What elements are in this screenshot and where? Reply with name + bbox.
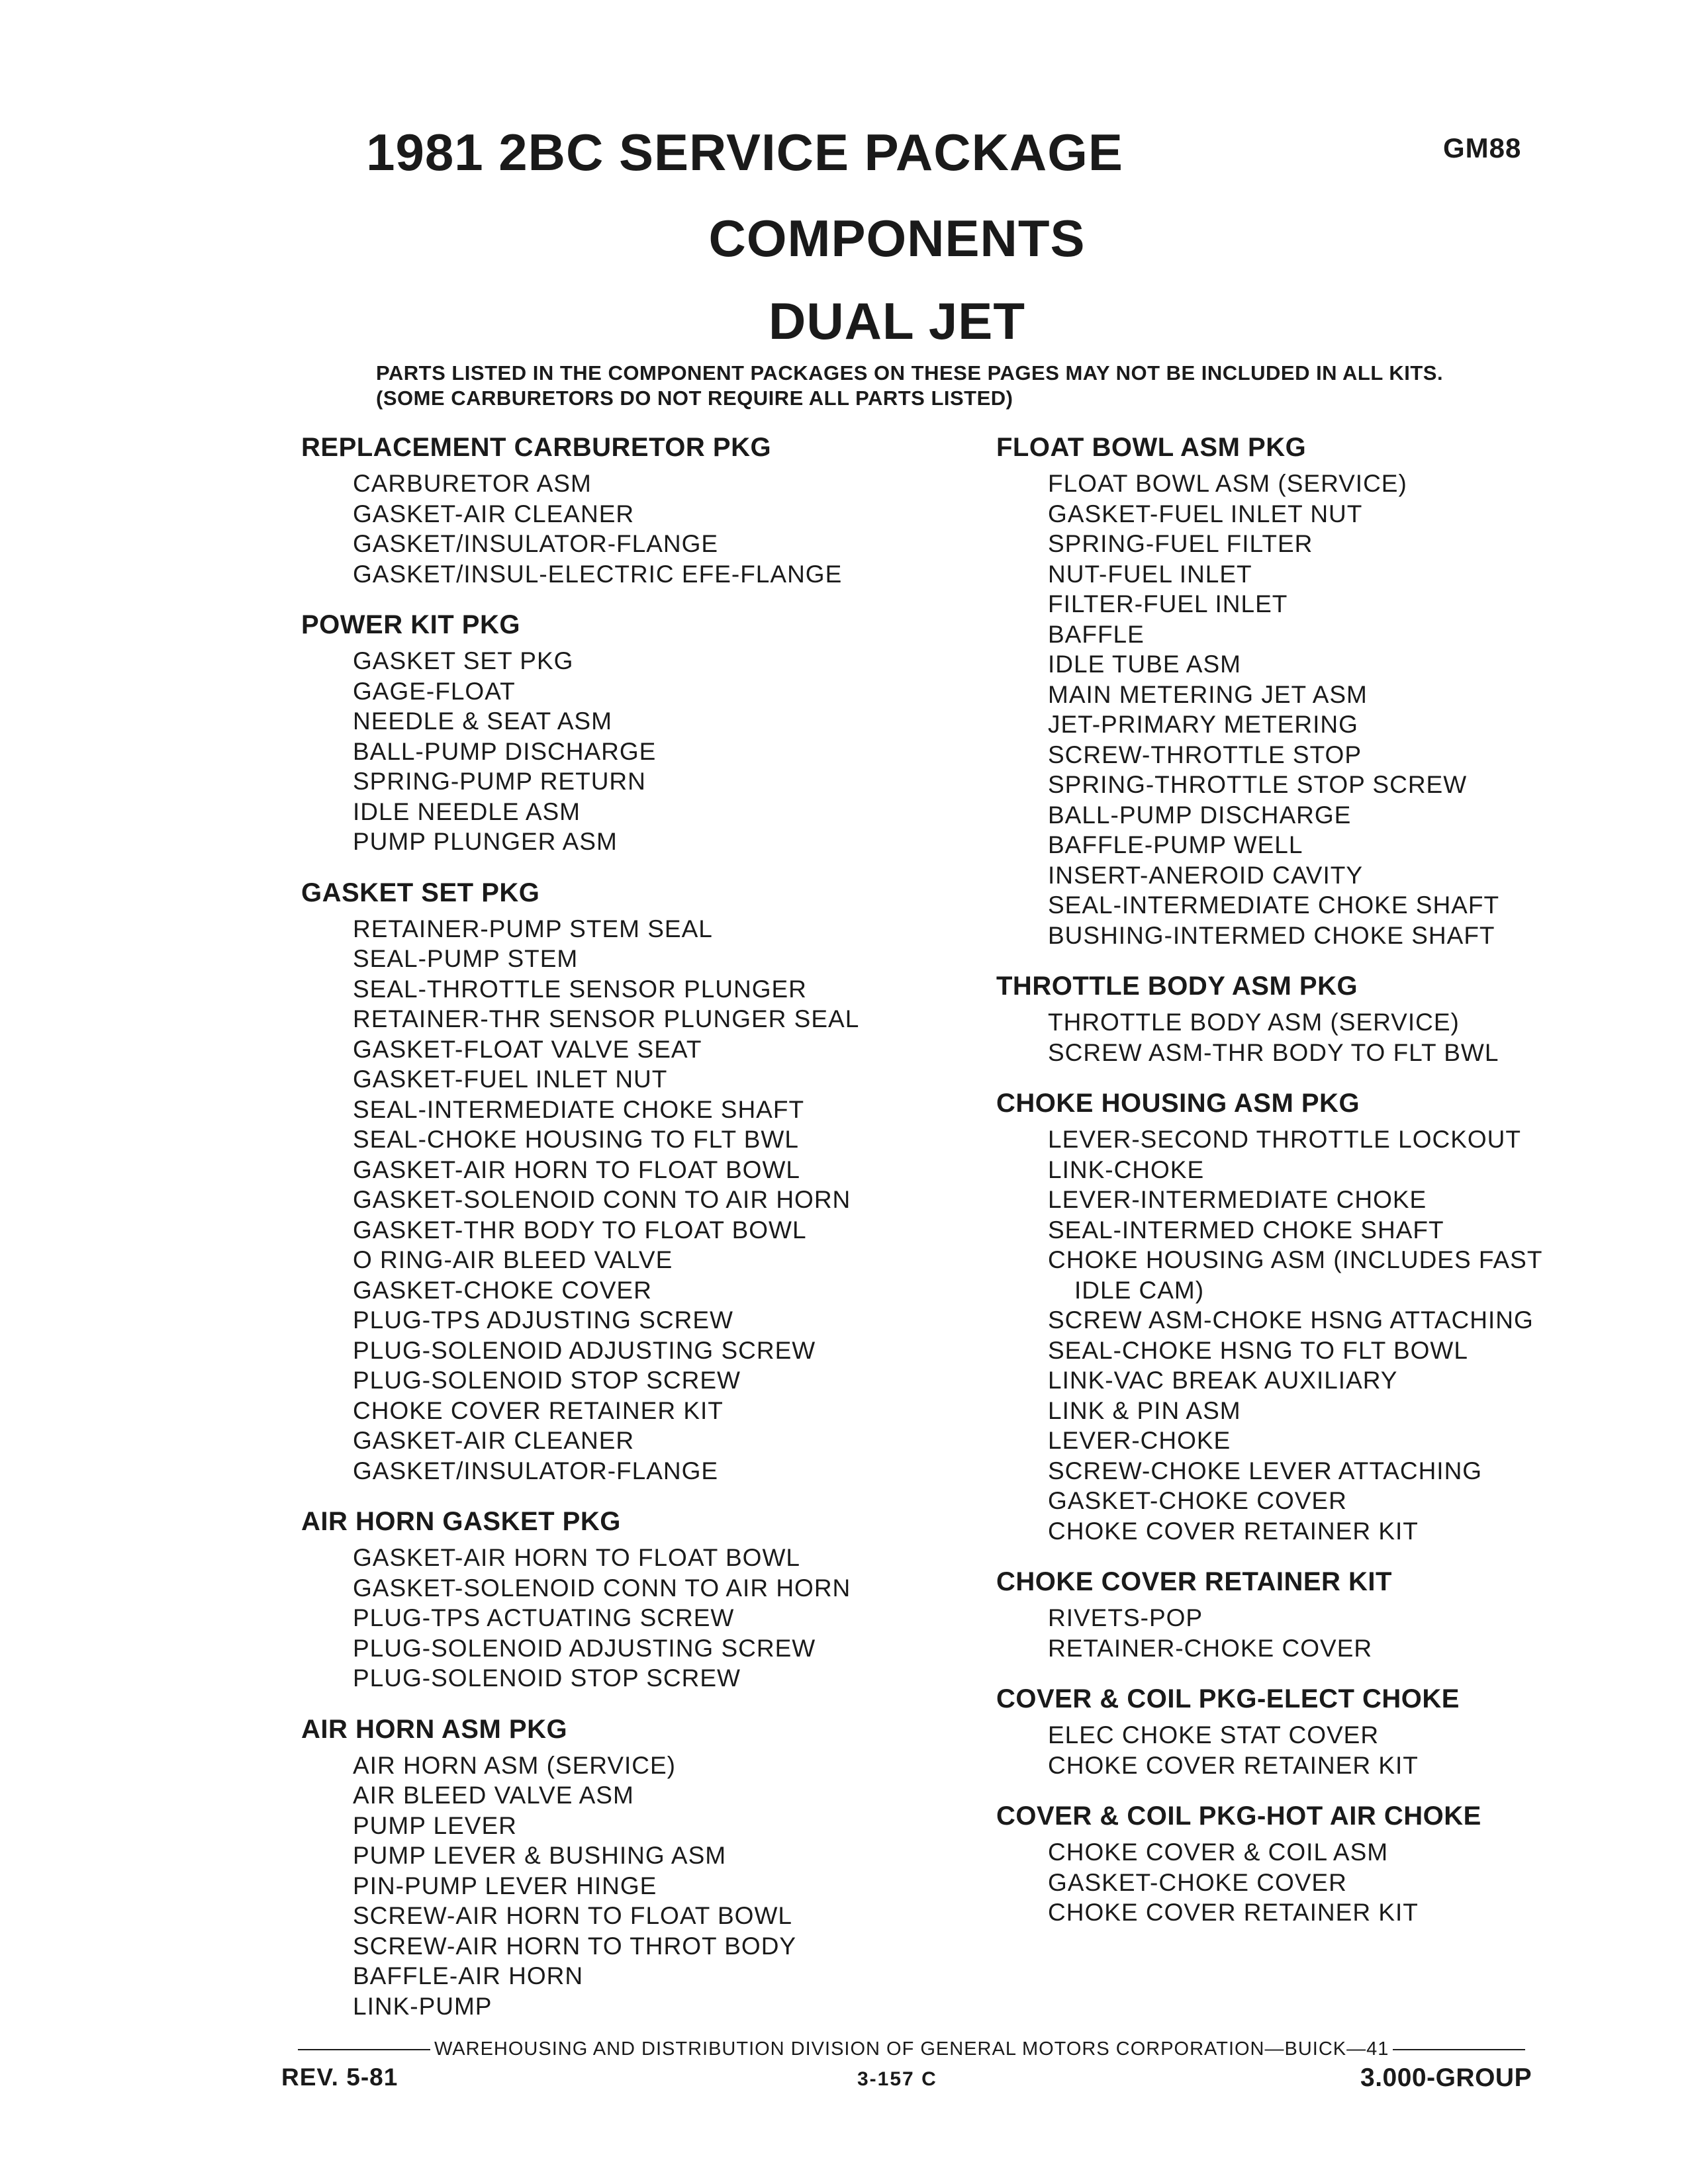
footer-line bbox=[298, 2038, 1556, 2060]
part-item: BALL-PUMP DISCHARGE bbox=[1048, 801, 1352, 829]
package-title: GASKET SET PKG bbox=[301, 878, 540, 907]
package-section bbox=[996, 1799, 1658, 1928]
part-item: O RING-AIR BLEED VALVE bbox=[353, 1246, 673, 1273]
package-section bbox=[996, 969, 1658, 1068]
part-item: LINK-VAC BREAK AUXILIARY bbox=[1048, 1367, 1398, 1394]
part-item: SCREW-AIR HORN TO THROT BODY bbox=[353, 1932, 797, 1960]
part-item: CHOKE COVER RETAINER KIT bbox=[1048, 1899, 1419, 1926]
package-title: REPLACEMENT CARBURETOR PKG bbox=[301, 433, 772, 462]
page-subtitle-2: DUAL JET bbox=[769, 292, 1025, 350]
part-item: PIN-PUMP LEVER HINGE bbox=[353, 1872, 657, 1899]
document-code: GM88 bbox=[1443, 132, 1522, 163]
part-item: PLUG-SOLENOID STOP SCREW bbox=[353, 1367, 741, 1394]
part-item: PUMP PLUNGER ASM bbox=[353, 828, 618, 855]
part-item: SCREW ASM-THR BODY TO FLT BWL bbox=[1048, 1038, 1499, 1066]
part-item: SEAL-INTERMED CHOKE SHAFT bbox=[1048, 1216, 1444, 1244]
parts-list bbox=[996, 1007, 1658, 1068]
parts-list bbox=[301, 469, 963, 589]
part-item: LINK & PIN ASM bbox=[1048, 1396, 1241, 1424]
part-item: GASKET-SOLENOID CONN TO AIR HORN bbox=[353, 1186, 851, 1213]
part-item: GASKET-AIR CLEANER bbox=[353, 1427, 635, 1454]
part-item: GASKET-SOLENOID CONN TO AIR HORN bbox=[353, 1574, 851, 1602]
note-line: PARTS LISTED IN THE COMPONENT PACKAGES ON THESE PAGES MAY NOT BE INCLUDED IN ALL KITS. bbox=[376, 361, 1444, 385]
part-item: PLUG-SOLENOID ADJUSTING SCREW bbox=[353, 1336, 816, 1364]
part-item: SPRING-PUMP RETURN bbox=[353, 768, 646, 795]
part-item: SEAL-PUMP STEM bbox=[353, 945, 579, 972]
note-line: (SOME CARBURETORS DO NOT REQUIRE ALL PARTS LISTED) bbox=[376, 387, 1013, 410]
parts-list bbox=[996, 1124, 1658, 1546]
package-title: CHOKE COVER RETAINER KIT bbox=[996, 1567, 1392, 1596]
part-item: PLUG-TPS ADJUSTING SCREW bbox=[353, 1306, 733, 1334]
part-item: AIR BLEED VALVE ASM bbox=[353, 1782, 634, 1809]
part-item: RETAINER-CHOKE COVER bbox=[1048, 1634, 1373, 1662]
parts-list bbox=[996, 469, 1658, 950]
part-item: PLUG-SOLENOID STOP SCREW bbox=[353, 1664, 741, 1692]
part-item: AIR HORN ASM (SERVICE) bbox=[353, 1751, 677, 1779]
part-item: CHOKE COVER & COIL ASM bbox=[1048, 1839, 1389, 1866]
package-title: AIR HORN ASM PKG bbox=[301, 1714, 568, 1744]
part-item: ELEC CHOKE STAT COVER bbox=[1048, 1721, 1380, 1749]
group-number: 3.000-GROUP bbox=[1360, 2064, 1532, 2092]
package-title: CHOKE HOUSING ASM PKG bbox=[996, 1089, 1360, 1118]
package-title: FLOAT BOWL ASM PKG bbox=[996, 433, 1307, 462]
part-item: GASKET/INSULATOR-FLANGE bbox=[353, 1457, 719, 1484]
part-item: GAGE-FLOAT bbox=[353, 677, 516, 705]
part-item: GASKET-FUEL INLET NUT bbox=[1048, 500, 1363, 527]
part-item: CHOKE COVER RETAINER KIT bbox=[1048, 1751, 1419, 1779]
left-column bbox=[301, 430, 963, 2040]
part-item: RETAINER-THR SENSOR PLUNGER SEAL bbox=[353, 1005, 860, 1032]
page-title: 1981 2BC SERVICE PACKAGE bbox=[366, 123, 1123, 181]
part-item: THROTTLE BODY ASM (SERVICE) bbox=[1048, 1009, 1460, 1036]
revision-label: REV. 5-81 bbox=[281, 2064, 399, 2091]
part-item: IDLE TUBE ASM bbox=[1048, 651, 1241, 678]
part-item: SCREW-AIR HORN TO FLOAT BOWL bbox=[353, 1902, 792, 1929]
package-section bbox=[996, 1682, 1658, 1780]
part-item: LEVER-SECOND THROTTLE LOCKOUT bbox=[1048, 1126, 1521, 1153]
part-item: LINK-PUMP bbox=[353, 1992, 492, 2020]
part-item: PUMP LEVER bbox=[353, 1811, 517, 1839]
part-item: IDLE CAM) bbox=[1074, 1276, 1205, 1304]
parts-list bbox=[301, 914, 963, 1486]
right-column bbox=[996, 430, 1658, 1946]
part-item: GASKET-AIR HORN TO FLOAT BOWL bbox=[353, 1156, 800, 1183]
package-title: AIR HORN GASKET PKG bbox=[301, 1507, 621, 1536]
part-item: SEAL-INTERMEDIATE CHOKE SHAFT bbox=[353, 1095, 805, 1123]
part-item: JET-PRIMARY METERING bbox=[1048, 711, 1358, 738]
part-item: IDLE NEEDLE ASM bbox=[353, 797, 581, 825]
part-item: RIVETS-POP bbox=[1048, 1604, 1203, 1631]
part-item: SCREW-CHOKE LEVER ATTACHING bbox=[1048, 1457, 1483, 1484]
part-item: PUMP LEVER & BUSHING ASM bbox=[353, 1842, 727, 1869]
part-item: NUT-FUEL INLET bbox=[1048, 560, 1252, 588]
page-subtitle: COMPONENTS bbox=[708, 209, 1086, 267]
part-item: BAFFLE-PUMP WELL bbox=[1048, 831, 1303, 858]
page-number: 3-157 C bbox=[857, 2068, 937, 2090]
part-item: CARBURETOR ASM bbox=[353, 470, 592, 497]
part-item: FILTER-FUEL INLET bbox=[1048, 590, 1288, 617]
part-item: LEVER-CHOKE bbox=[1048, 1427, 1231, 1454]
part-item: MAIN METERING JET ASM bbox=[1048, 680, 1368, 708]
part-item: CHOKE COVER RETAINER KIT bbox=[353, 1396, 724, 1424]
part-item: PLUG-TPS ACTUATING SCREW bbox=[353, 1604, 735, 1631]
part-item: GASKET SET PKG bbox=[353, 647, 574, 674]
package-section bbox=[301, 876, 963, 1486]
part-item: SPRING-THROTTLE STOP SCREW bbox=[1048, 771, 1468, 798]
part-item: BALL-PUMP DISCHARGE bbox=[353, 737, 657, 765]
package-section bbox=[996, 1086, 1658, 1546]
part-item: SPRING-FUEL FILTER bbox=[1048, 530, 1313, 557]
footer-rule-right bbox=[1393, 2049, 1525, 2050]
part-item: GASKET-CHOKE COVER bbox=[1048, 1487, 1347, 1514]
package-section bbox=[301, 430, 963, 589]
package-section bbox=[301, 608, 963, 857]
package-section bbox=[301, 1504, 963, 1694]
package-section bbox=[301, 1712, 963, 2022]
part-item: GASKET-AIR HORN TO FLOAT BOWL bbox=[353, 1544, 800, 1571]
part-item: SEAL-THROTTLE SENSOR PLUNGER bbox=[353, 975, 807, 1003]
parts-list bbox=[301, 1751, 963, 2022]
part-item: SEAL-CHOKE HOUSING TO FLT BWL bbox=[353, 1126, 799, 1153]
part-item: CHOKE HOUSING ASM (INCLUDES FAST bbox=[1048, 1246, 1543, 1273]
package-section bbox=[996, 1565, 1658, 1663]
part-item: GASKET-THR BODY TO FLOAT BOWL bbox=[353, 1216, 807, 1244]
package-title: POWER KIT PKG bbox=[301, 610, 520, 639]
parts-list bbox=[996, 1720, 1658, 1780]
part-item: GASKET/INSULATOR-FLANGE bbox=[353, 530, 719, 557]
part-item: GASKET-AIR CLEANER bbox=[353, 500, 635, 527]
part-item: SEAL-CHOKE HSNG TO FLT BOWL bbox=[1048, 1336, 1468, 1364]
part-item: GASKET-CHOKE COVER bbox=[353, 1276, 652, 1304]
footer-rule-left bbox=[298, 2049, 430, 2050]
disclaimer-note bbox=[376, 361, 1443, 411]
part-item: GASKET-FLOAT VALVE SEAT bbox=[353, 1035, 702, 1063]
package-title: COVER & COIL PKG-HOT AIR CHOKE bbox=[996, 1801, 1481, 1831]
footer-division-text: WAREHOUSING AND DISTRIBUTION DIVISION OF GENERAL MOTORS CORPORATION—BUICK—41 bbox=[434, 2038, 1389, 2060]
part-item: SCREW-THROTTLE STOP bbox=[1048, 741, 1362, 768]
parts-list bbox=[996, 1837, 1658, 1928]
parts-list bbox=[996, 1603, 1658, 1663]
part-item: GASKET/INSUL-ELECTRIC EFE-FLANGE bbox=[353, 560, 843, 588]
part-item: GASKET-CHOKE COVER bbox=[1048, 1868, 1347, 1896]
part-item: GASKET-FUEL INLET NUT bbox=[353, 1066, 668, 1093]
package-title: THROTTLE BODY ASM PKG bbox=[996, 972, 1358, 1001]
package-title: COVER & COIL PKG-ELECT CHOKE bbox=[996, 1684, 1460, 1713]
part-item: FLOAT BOWL ASM (SERVICE) bbox=[1048, 470, 1407, 497]
part-item: BAFFLE bbox=[1048, 620, 1145, 648]
package-section bbox=[996, 430, 1658, 950]
part-item: NEEDLE & SEAT ASM bbox=[353, 707, 612, 735]
part-item: BAFFLE-AIR HORN bbox=[353, 1962, 584, 1989]
part-item: SEAL-INTERMEDIATE CHOKE SHAFT bbox=[1048, 891, 1500, 919]
part-item: SCREW ASM-CHOKE HSNG ATTACHING bbox=[1048, 1306, 1534, 1334]
parts-list bbox=[301, 1543, 963, 1694]
part-item: PLUG-SOLENOID ADJUSTING SCREW bbox=[353, 1634, 816, 1662]
part-item: BUSHING-INTERMED CHOKE SHAFT bbox=[1048, 921, 1495, 949]
part-item: CHOKE COVER RETAINER KIT bbox=[1048, 1517, 1419, 1545]
parts-list bbox=[301, 646, 963, 857]
part-item: LINK-CHOKE bbox=[1048, 1156, 1205, 1183]
part-item: LEVER-INTERMEDIATE CHOKE bbox=[1048, 1186, 1427, 1213]
part-item: INSERT-ANEROID CAVITY bbox=[1048, 861, 1364, 889]
part-item: RETAINER-PUMP STEM SEAL bbox=[353, 915, 713, 942]
